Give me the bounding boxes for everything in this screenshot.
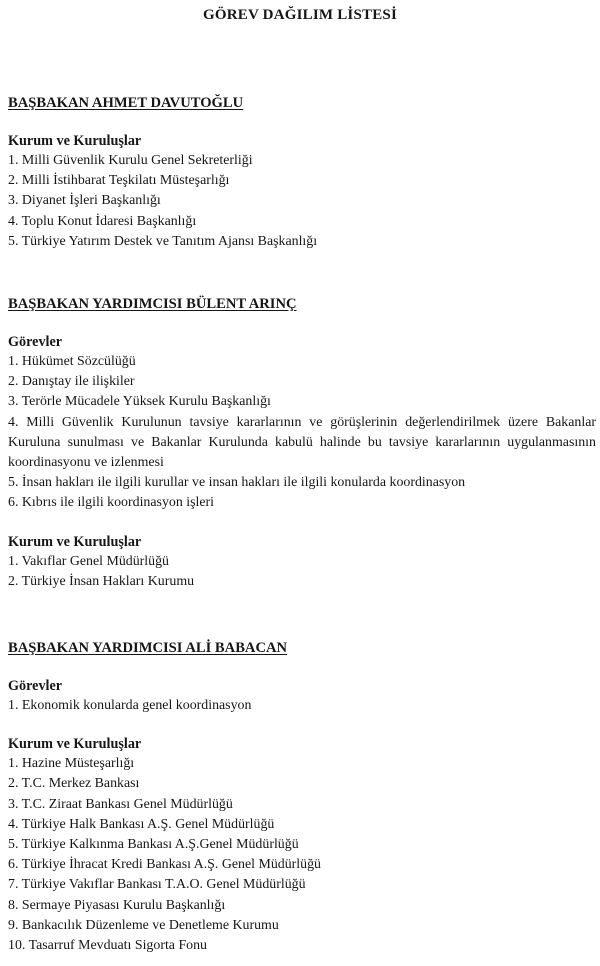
document-title: GÖREV DAĞILIM LİSTESİ <box>203 7 397 23</box>
gorevler-heading: Görevler <box>8 678 63 694</box>
section-heading: BAŞBAKAN YARDIMCISI ALİ BABACAN <box>8 640 288 656</box>
list-item: 4. Toplu Konut İdaresi Başkanlığı <box>8 213 197 229</box>
section-heading: BAŞBAKAN AHMET DAVUTOĞLU <box>8 95 244 111</box>
list-item: 3. T.C. Ziraat Bankası Genel Müdürlüğü <box>8 796 233 812</box>
section-bulent-arinc <box>8 294 596 592</box>
gorevler-heading: Görevler <box>8 334 63 350</box>
list-item: 5. Türkiye Kalkınma Bankası A.Ş.Genel Müdürlüğü <box>8 837 299 853</box>
list-item: 5. Türkiye Yatırım Destek ve Tanıtım Ajansı Başkanlığı <box>8 233 318 249</box>
list-item: 4. Milli Güvenlik Kurulunun tavsiye kararlarının ve görüşlerinin değerlendirilmek üzere Bakanlar Kuruluna sunulması ve Bakanlar Kurulunda kabulü halinde bu tavsiye kararlarının uygulanmasının koordinasyonu ve izlenmesi <box>8 414 596 471</box>
kurumlar-list <box>8 151 596 252</box>
kurumlar-heading: Kurum ve Kuruluşlar <box>8 133 142 149</box>
list-item: 2. Danıştay ile ilişkiler <box>8 374 135 390</box>
list-item: 1. Vakıflar Genel Müdürlüğü <box>8 553 169 569</box>
list-item: 6. Kıbrıs ile ilgili koordinasyon işleri <box>8 495 215 511</box>
list-item: 3. Diyanet İşleri Başkanlığı <box>8 193 161 209</box>
section-heading: BAŞBAKAN YARDIMCISI BÜLENT ARINÇ <box>8 296 297 312</box>
list-item: 6. Türkiye İhracat Kredi Bankası A.Ş. Genel Müdürlüğü <box>8 857 321 873</box>
list-item: 7. Türkiye Vakıflar Bankası T.A.O. Genel Müdürlüğü <box>8 877 306 893</box>
list-item: 3. Terörle Mücadele Yüksek Kurulu Başkanlığı <box>8 394 271 410</box>
list-item: 1. Ekonomik konularda genel koordinasyon <box>8 698 252 713</box>
gorevler-list <box>8 352 596 514</box>
kurumlar-heading: Kurum ve Kuruluşlar <box>8 736 142 753</box>
list-item: 10. Tasarruf Mevduatı Sigorta Fonu <box>8 938 207 954</box>
list-item: 1. Milli Güvenlik Kurulu Genel Sekreterliği <box>8 153 253 168</box>
list-item: 2. Milli İstihbarat Teşkilatı Müsteşarlığı <box>8 173 230 189</box>
list-item: 8. Sermaye Piyasası Kurulu Başkanlığı <box>8 897 226 913</box>
kurumlar-heading: Kurum ve Kuruluşlar <box>8 533 142 550</box>
section-basbakan <box>8 93 596 252</box>
kurumlar-list <box>8 552 596 592</box>
list-item: 2. Türkiye İnsan Hakları Kurumu <box>8 573 195 589</box>
list-item: 1. Hazine Müsteşarlığı <box>8 756 135 772</box>
section-ali-babacan <box>8 638 596 956</box>
list-item: 4. Türkiye Halk Bankası A.Ş. Genel Müdürlüğü <box>8 816 275 832</box>
list-item: 5. İnsan hakları ile ilgili kurullar ve insan hakları ile ilgili konularda koordinasyon <box>8 475 466 491</box>
list-item: 9. Bankacılık Düzenleme ve Denetleme Kurumu <box>8 917 279 933</box>
kurumlar-list <box>8 754 596 956</box>
list-item: 1. Hükümet Sözcülüğü <box>8 354 136 369</box>
list-item: 2. T.C. Merkez Bankası <box>8 776 140 792</box>
gorevler-list <box>8 696 596 716</box>
